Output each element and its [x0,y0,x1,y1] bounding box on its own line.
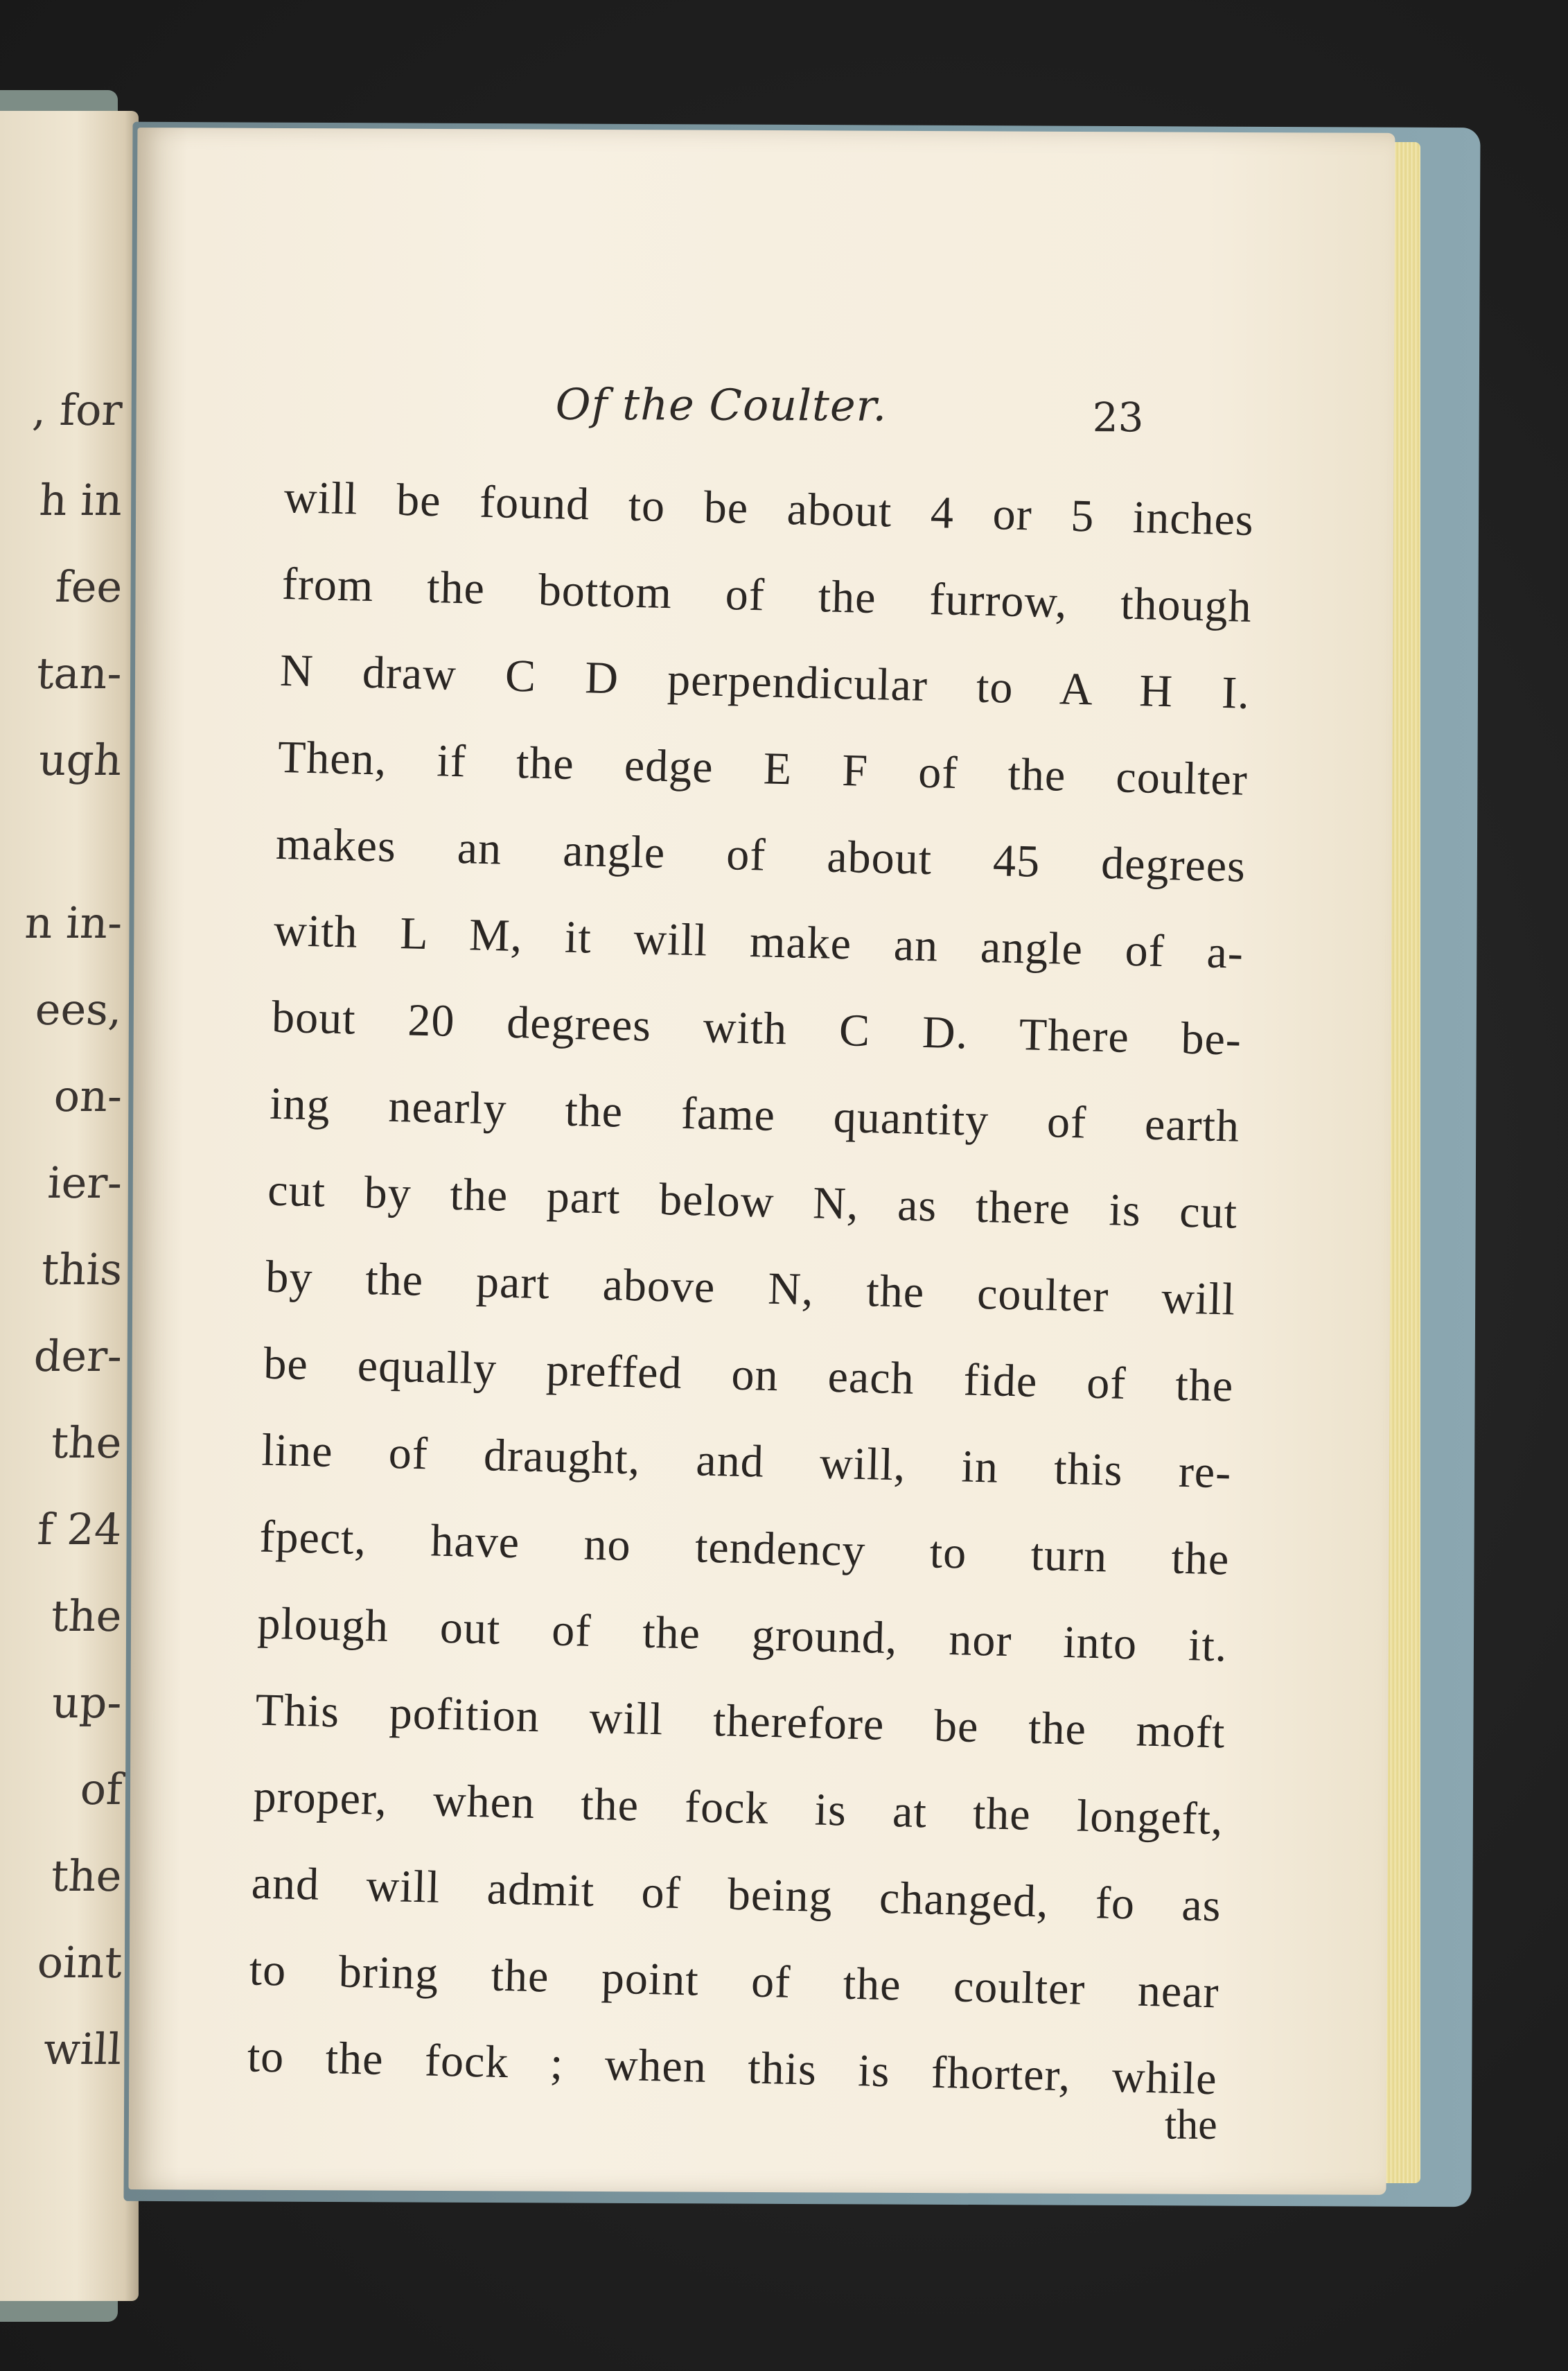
text-line: by the part above N, the coulter will [265,1251,1236,1325]
text-line: N draw C D perpendicular to A H I. [279,645,1251,719]
left-line-fragment: f 24 [36,1504,123,1555]
left-line-fragment: oint [36,1937,123,1988]
text-line: proper, when the fock is at the longeft, [252,1771,1224,1845]
left-page [0,111,139,2301]
left-line-fragment: up- [51,1677,123,1728]
left-line-fragment: der- [33,1331,123,1381]
text-line: ing nearly the fame quantity of earth [269,1078,1240,1152]
left-line-fragment: ees, [34,984,123,1035]
text-line: line of draught, and will, in this re- [261,1424,1233,1498]
text-line: plough out of the ground, nor into it. [256,1598,1228,1672]
text-line: with L M, it will make an angle of a- [273,904,1244,979]
text-line: Then, if the edge E F of the coulter [277,731,1249,805]
text-line: fpect, have no tendency to turn the [258,1511,1231,1585]
catchword: the [1164,2101,1217,2149]
left-line-fragment: the [50,1417,123,1468]
left-line-fragment: ier- [46,1157,123,1208]
text-line: and will admit of being changed, fo as [250,1857,1222,1932]
text-line: from the bottom of the furrow, though [281,558,1253,632]
left-line-fragment: will [42,2024,123,2074]
page-number: 23 [1092,394,1144,441]
left-line-fragment: fee [53,561,123,612]
text-line: bout 20 degrees with C D. There be- [271,991,1242,1065]
page-body [246,454,1255,2122]
left-line-fragment: , for [30,385,123,435]
text-line: will be found to be about 4 or 5 inches [283,471,1255,545]
left-line-fragment: the [50,1591,123,1641]
left-line-fragment: ugh [37,735,123,785]
book-page [129,128,1395,2195]
text-line: to the fock ; when this is fhorter, while [247,2031,1218,2105]
running-head: Of the Coulter. [555,378,888,431]
text-line: cut by the part below N, as there is cut [267,1164,1238,1239]
left-line-fragment: n in- [23,898,123,948]
left-line-fragment: h in [37,475,123,525]
left-line-fragment: tan- [35,648,123,699]
text-line: to bring the point of the coulter near [249,1944,1220,2018]
left-line-fragment: on- [52,1071,123,1121]
page-header [136,377,1394,445]
left-line-fragment: this [39,1244,123,1295]
text-line: This pofition will therefore be the moft [254,1684,1226,1758]
left-line-fragment: the [50,1851,123,1901]
text-line: makes an angle of about 45 degrees [275,818,1247,892]
left-line-fragment: of [78,1764,123,1814]
text-line: be equally preffed on each fide of the [263,1338,1234,1412]
